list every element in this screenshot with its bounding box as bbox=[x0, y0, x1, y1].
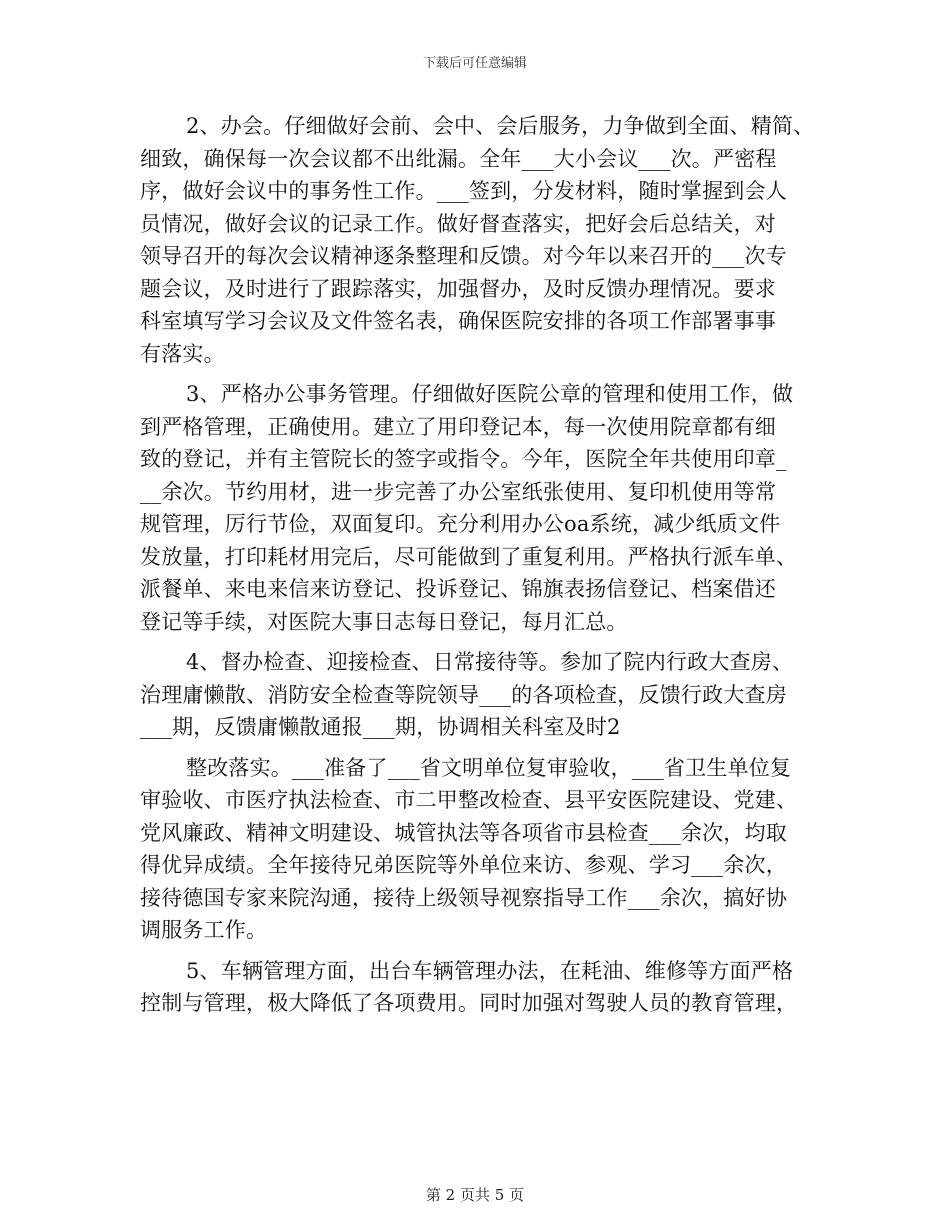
text-line: 规管理，厉行节俭，双面复印。充分利用办公oa系统，减少纸质文件 bbox=[140, 512, 781, 536]
text-line: 整改落实。___准备了___省文明单位复审验收，___省卫生单位复 bbox=[186, 755, 792, 780]
paragraph bbox=[140, 110, 840, 370]
text-line: 控制与管理，极大降低了各项费用。同时加强对驾驶人员的教育管理， bbox=[140, 991, 798, 1015]
text-line: 2、办会。仔细做好会前、会中、会后服务，力争做到全面、精简、 bbox=[186, 114, 815, 138]
text-line: 发放量，打印耗材用完后，尽可能做到了重复利用。严格执行派车单、 bbox=[140, 544, 798, 569]
text-line: 治理庸懒散、消防安全检查等院领导___的各项检查，反馈行政大查房 bbox=[140, 682, 787, 707]
paragraph bbox=[140, 646, 840, 744]
text-line: 序，做好会议中的事务性工作。___签到，分发材料，随时掌握到会人 bbox=[140, 179, 787, 203]
text-line: 4、督办检查、迎接检查、日常接待等。参加了院内行政大查房、 bbox=[186, 650, 794, 674]
paragraph bbox=[140, 378, 840, 638]
text-line: 派餐单、来电来信来访登记、投诉登记、锦旗表扬信登记、档案借还 bbox=[140, 577, 776, 601]
document-body bbox=[140, 110, 840, 1020]
text-line: 科室填写学习会议及文件签名表，确保医院安排的各项工作部署事事 bbox=[140, 309, 776, 333]
text-line: 登记等手续，对医院大事日志每日登记，每月汇总。 bbox=[140, 609, 628, 634]
text-line: 员情况，做好会议的记录工作。做好督查落实，把好会后总结关，对 bbox=[140, 211, 776, 236]
text-line: 接待德国专家来院沟通，接待上级领导视察指导工作___余次，搞好协 bbox=[140, 885, 787, 910]
page-footer: 第 2 页共 5 页 bbox=[425, 1186, 525, 1204]
text-line: __余次。节约用材，进一步完善了办公室纸张使用、复印机使用等常 bbox=[140, 479, 777, 504]
text-line: 有落实。 bbox=[140, 341, 225, 366]
paragraph bbox=[140, 955, 840, 1020]
page-header: 下载后可任意编辑 bbox=[422, 56, 527, 71]
text-line: 党风廉政、精神文明建设、城管执法等各项省市县检查___余次，均取 bbox=[140, 820, 787, 845]
text-line: 3、严格办公事务管理。仔细做好医院公章的管理和使用工作，做 bbox=[186, 382, 794, 406]
text-line: 得优异成绩。全年接待兄弟医院等外单位来访、参观、学习___余次， bbox=[140, 853, 787, 877]
text-line: 调服务工作。 bbox=[140, 918, 268, 942]
text-line: ___期，反馈庸懒散通报___期，协调相关科室及时2 bbox=[140, 715, 621, 739]
text-line: 细致，确保每一次会议都不出纰漏。全年___大小会议___次。严密程 bbox=[140, 146, 777, 171]
text-line: 题会议，及时进行了跟踪落实，加强督办，及时反馈办理情况。要求 bbox=[140, 276, 776, 301]
text-line: 审验收、市医疗执法检查、市二甲整改检查、县平安医院建设、党建、 bbox=[140, 788, 798, 812]
text-line: 到严格管理，正确使用。建立了用印登记本，每一次使用院章都有细 bbox=[140, 414, 776, 439]
paragraph bbox=[140, 752, 840, 947]
text-line: 5、车辆管理方面，出台车辆管理办法，在耗油、维修等方面严格 bbox=[186, 958, 794, 983]
text-line: 致的登记，并有主管院长的签字或指令。今年，医院全年共使用印章_ bbox=[140, 447, 787, 471]
text-line: 领导召开的每次会议精神逐条整理和反馈。对今年以来召开的___次专 bbox=[140, 244, 787, 268]
